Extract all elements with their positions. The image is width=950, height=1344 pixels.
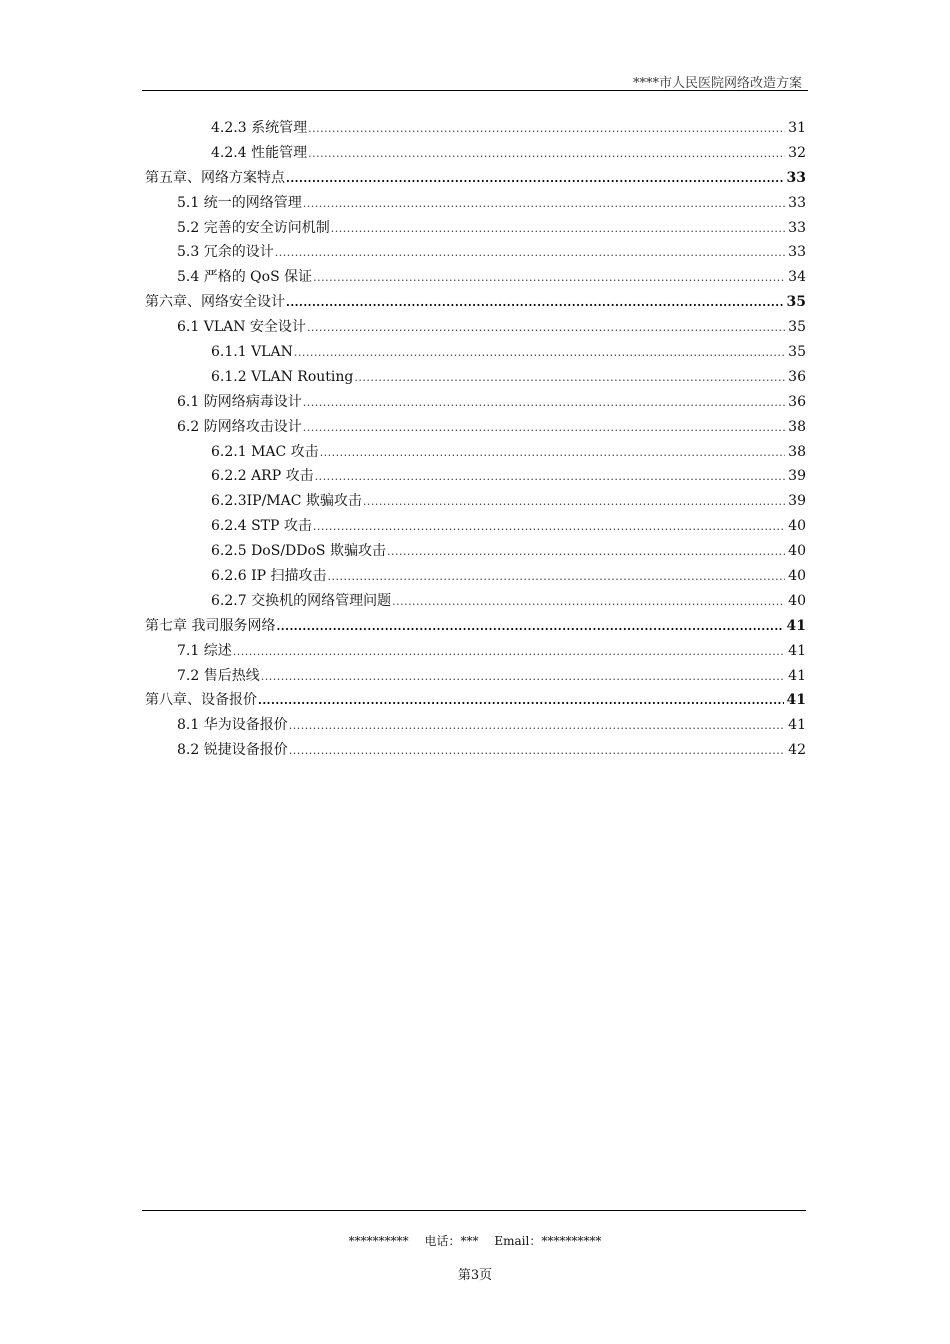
toc-entry-page: 35: [786, 294, 806, 311]
toc-entry-label: 6.2.1 MAC 攻击: [211, 443, 319, 460]
toc-leader-dots: [276, 615, 783, 640]
toc-entry-label: 4.2.4 性能管理: [211, 144, 308, 161]
toc-leader-dots: [313, 266, 785, 291]
footer-contact: [0, 1232, 950, 1249]
toc-entry-page: 36: [788, 393, 806, 410]
footer-company: **********: [348, 1234, 409, 1248]
toc-entry-page: 41: [788, 717, 806, 734]
footer-phone: 电话：***: [424, 1234, 479, 1248]
toc-entry-label: 7.2 售后热线: [177, 667, 260, 684]
toc-leader-dots: [331, 217, 785, 242]
toc-leader-dots: [289, 739, 785, 764]
toc-entry[interactable]: [142, 415, 806, 440]
toc-entry-page: 38: [788, 418, 806, 435]
toc-entry-page: 39: [788, 468, 806, 485]
toc-entry-page: 39: [788, 493, 806, 510]
toc-entry[interactable]: [142, 315, 806, 340]
toc-leader-dots: [327, 565, 785, 590]
toc-leader-dots: [308, 142, 785, 167]
toc-entry-label: 6.2.2 ARP 攻击: [211, 468, 314, 485]
toc-entry-page: 33: [788, 219, 806, 236]
toc-entry-label: 8.2 锐捷设备报价: [177, 742, 288, 759]
toc-leader-dots: [233, 640, 785, 665]
toc-entry-label: 6.2.4 STP 攻击: [211, 518, 312, 535]
toc-entry-label: 6.1 VLAN 安全设计: [177, 319, 306, 336]
toc-entry-page: 32: [788, 144, 806, 161]
toc-entry[interactable]: [142, 589, 806, 614]
toc-entry[interactable]: [142, 440, 806, 465]
toc-entry[interactable]: [142, 639, 806, 664]
toc-leader-dots: [303, 192, 785, 217]
footer-email: Email：**********: [494, 1234, 602, 1248]
toc-entry[interactable]: [142, 290, 806, 315]
toc-entry-label: 4.2.3 系统管理: [211, 120, 308, 136]
toc-entry[interactable]: [142, 564, 806, 589]
toc-entry[interactable]: [142, 216, 806, 241]
toc-entry-label: 6.1.1 VLAN: [211, 344, 293, 361]
toc-entry-label: 第七章 我司服务网络: [145, 617, 276, 634]
toc-leader-dots: [320, 441, 785, 466]
toc-entry-page: 40: [788, 543, 806, 560]
toc-leader-dots: [286, 291, 784, 316]
toc-entry-page: 40: [788, 518, 806, 535]
toc-leader-dots: [261, 665, 785, 690]
toc-entry-label: 6.2 防网络攻击设计: [177, 418, 302, 435]
toc-entry-page: 33: [786, 169, 806, 186]
toc-entry-page: 33: [788, 244, 806, 261]
toc-entry-page: 40: [788, 568, 806, 585]
toc-entry-page: 41: [788, 642, 806, 659]
toc-leader-dots: [275, 241, 785, 266]
toc-entry-label: 6.1.2 VLAN Routing: [211, 368, 354, 385]
toc-entry-page: 33: [788, 194, 806, 211]
toc-entry-page: 31: [788, 120, 806, 136]
toc-entry-label: 7.1 综述: [177, 642, 232, 659]
toc-entry[interactable]: [142, 390, 806, 415]
toc-entry[interactable]: [142, 688, 806, 713]
toc-leader-dots: [258, 689, 784, 714]
toc-entry-page: 41: [786, 692, 806, 709]
toc-entry-label: 6.2.7 交换机的网络管理问题: [211, 592, 392, 609]
toc-entry[interactable]: [142, 614, 806, 639]
toc-entry-label: 8.1 华为设备报价: [177, 717, 288, 734]
toc-entry-label: 5.3 冗余的设计: [177, 244, 274, 261]
toc-entry[interactable]: [142, 141, 806, 166]
toc-entry[interactable]: [142, 464, 806, 489]
toc-entry[interactable]: [142, 489, 806, 514]
toc-entry[interactable]: [142, 713, 806, 738]
toc-leader-dots: [303, 391, 785, 416]
toc-entry[interactable]: [142, 116, 806, 141]
toc-entry[interactable]: [142, 240, 806, 265]
toc-leader-dots: [392, 590, 785, 615]
toc-entry-label: 第八章、设备报价: [145, 692, 257, 709]
toc-leader-dots: [354, 366, 785, 391]
toc-entry-page: 34: [788, 269, 806, 286]
toc-leader-dots: [286, 167, 784, 192]
toc-entry-label: 第六章、网络安全设计: [145, 294, 285, 311]
toc-entry-page: 35: [788, 344, 806, 361]
toc-entry[interactable]: [142, 365, 806, 390]
table-of-contents: [142, 116, 806, 763]
toc-entry[interactable]: [142, 664, 806, 689]
toc-entry[interactable]: [142, 514, 806, 539]
toc-leader-dots: [313, 515, 785, 540]
toc-leader-dots: [289, 714, 785, 739]
toc-leader-dots: [363, 490, 785, 515]
footer-page-number: 第3页: [457, 1268, 493, 1283]
toc-entry-page: 40: [788, 592, 806, 609]
toc-leader-dots: [308, 117, 785, 142]
toc-entry-label: 5.4 严格的 QoS 保证: [177, 269, 313, 286]
toc-leader-dots: [307, 316, 785, 341]
toc-entry-page: 41: [788, 667, 806, 684]
header-title: ****市人民医院网络改造方案: [632, 76, 802, 91]
toc-entry[interactable]: [142, 265, 806, 290]
toc-entry-page: 42: [788, 742, 806, 759]
page-header: [142, 68, 808, 91]
toc-entry[interactable]: [142, 539, 806, 564]
toc-entry-label: 5.1 统一的网络管理: [177, 194, 302, 211]
toc-entry-page: 36: [788, 368, 806, 385]
toc-entry[interactable]: [142, 738, 806, 763]
toc-leader-dots: [303, 416, 785, 441]
toc-entry-label: 6.1 防网络病毒设计: [177, 393, 302, 410]
toc-entry-page: 35: [788, 319, 806, 336]
toc-entry-label: 6.2.3IP/MAC 欺骗攻击: [211, 493, 362, 510]
toc-leader-dots: [315, 465, 786, 490]
toc-entry[interactable]: [142, 166, 806, 191]
toc-leader-dots: [294, 341, 785, 366]
footer-divider: [142, 1210, 806, 1211]
toc-entry-page: 38: [788, 443, 806, 460]
toc-entry[interactable]: [142, 340, 806, 365]
toc-entry-label: 第五章、网络方案特点: [145, 169, 285, 186]
toc-leader-dots: [387, 540, 785, 565]
toc-entry[interactable]: [142, 191, 806, 216]
toc-entry-label: 6.2.6 IP 扫描攻击: [211, 568, 327, 585]
toc-entry-label: 6.2.5 DoS/DDoS 欺骗攻击: [211, 543, 386, 560]
toc-entry-label: 5.2 完善的安全访问机制: [177, 219, 330, 236]
toc-entry-page: 41: [786, 617, 806, 634]
